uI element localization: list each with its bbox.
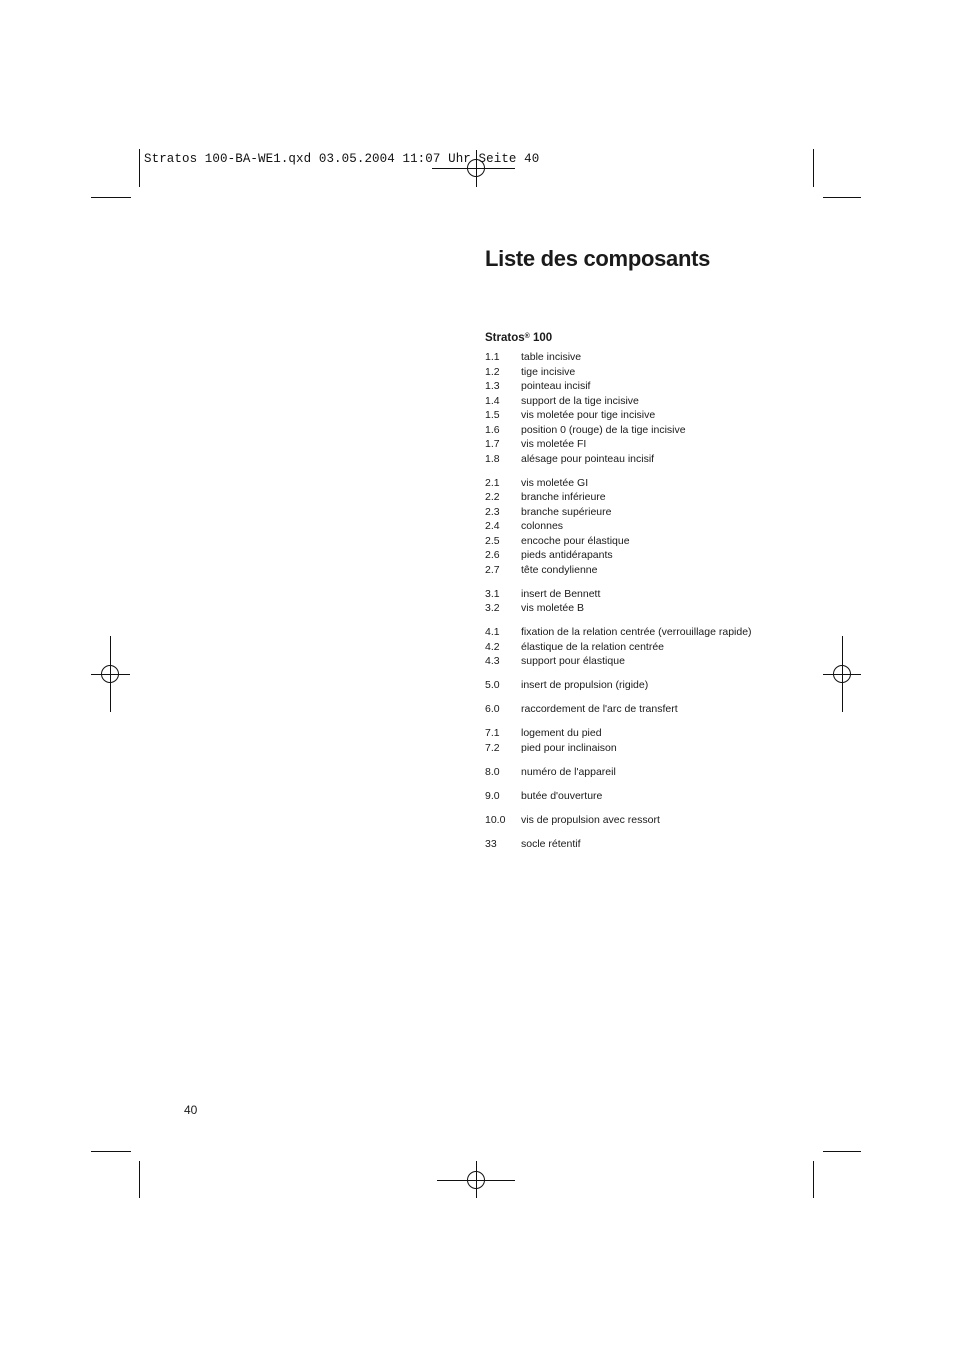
component-group [485, 765, 885, 780]
product-model: 100 [533, 332, 553, 344]
crop-mark-bottom-left-v [139, 1161, 140, 1198]
list-item [485, 726, 885, 741]
component-group [485, 350, 885, 466]
item-label: colonnes [521, 520, 564, 532]
item-number: 1.1 [485, 351, 500, 363]
list-item [485, 534, 885, 549]
item-label: branche inférieure [521, 491, 606, 503]
item-number: 1.8 [485, 452, 500, 465]
slug-uhr: Uhr [448, 152, 471, 166]
list-item [485, 350, 885, 365]
item-label: vis moletée pour tige incisive [521, 409, 656, 421]
item-number: 2.3 [485, 505, 500, 518]
item-number: 2.2 [485, 491, 500, 503]
item-number: 7.1 [485, 727, 500, 739]
item-label: raccordement de l'arc de transfert [521, 703, 678, 715]
list-item [485, 625, 885, 640]
list-item [485, 678, 885, 693]
item-label: numéro de l'appareil [521, 765, 616, 778]
component-group [485, 587, 885, 616]
item-number: 2.6 [485, 549, 500, 561]
list-item [485, 452, 885, 467]
crop-mark-bottom-right-v [813, 1161, 814, 1198]
product-heading [485, 332, 552, 344]
list-item [485, 476, 885, 491]
item-label: vis moletée B [521, 602, 585, 614]
list-item [485, 702, 885, 717]
item-number: 8.0 [485, 765, 500, 778]
component-group [485, 625, 885, 669]
item-label: table incisive [521, 351, 582, 363]
item-label: butée d'ouverture [521, 789, 603, 802]
item-label: pointeau incisif [521, 380, 591, 392]
item-number: 1.7 [485, 438, 500, 450]
item-label: vis moletée GI [521, 476, 589, 489]
list-item [485, 563, 885, 578]
list-item [485, 765, 885, 780]
registration-mark-top-circle [467, 159, 485, 177]
item-number: 6.0 [485, 703, 500, 715]
list-item [485, 837, 885, 852]
item-label: socle rétentif [521, 837, 581, 850]
item-number: 2.7 [485, 563, 500, 576]
item-number: 1.2 [485, 365, 500, 378]
item-number: 3.1 [485, 587, 500, 600]
item-number: 9.0 [485, 789, 500, 802]
list-item [485, 813, 885, 828]
item-number: 1.6 [485, 423, 500, 436]
list-item [485, 408, 885, 423]
registration-mark-bottom-circle [467, 1171, 485, 1189]
registration-mark-left-circle [101, 665, 119, 683]
item-number: 3.2 [485, 602, 500, 614]
item-number: 2.1 [485, 476, 500, 489]
list-item [485, 379, 885, 394]
item-label: alésage pour pointeau incisif [521, 452, 655, 465]
item-number: 4.3 [485, 655, 500, 667]
item-label: élastique de la relation centrée [521, 640, 665, 653]
component-group [485, 678, 885, 693]
item-label: tige incisive [521, 365, 576, 378]
slug-time: 11:07 [402, 152, 441, 166]
item-label: encoche pour élastique [521, 534, 630, 547]
component-group [485, 476, 885, 578]
slug-file: Stratos 100-BA-WE1.qxd [144, 152, 312, 166]
item-number: 1.3 [485, 380, 500, 392]
list-item [485, 640, 885, 655]
registered-mark: ® [524, 333, 530, 340]
item-number: 4.2 [485, 640, 500, 653]
crop-mark-bottom-left-h [91, 1151, 131, 1152]
crop-mark-top-left-v [139, 149, 140, 187]
component-group [485, 837, 885, 852]
item-label: vis de propulsion avec ressort [521, 813, 660, 826]
list-item [485, 365, 885, 380]
item-number: 4.1 [485, 626, 500, 638]
crop-mark-bottom-right-h [823, 1151, 861, 1152]
list-item [485, 490, 885, 505]
list-item [485, 789, 885, 804]
page-title: Liste des composants [485, 246, 711, 271]
item-number: 10.0 [485, 813, 506, 826]
item-label: logement du pied [521, 727, 602, 739]
item-label: position 0 (rouge) de la tige incisive [521, 423, 686, 436]
list-item [485, 587, 885, 602]
list-item [485, 394, 885, 409]
item-number: 1.5 [485, 409, 500, 421]
item-label: vis moletée FI [521, 438, 587, 450]
item-label: pieds antidérapants [521, 549, 613, 561]
component-group [485, 702, 885, 717]
component-list [485, 350, 885, 861]
item-label: insert de propulsion (rigide) [521, 679, 649, 691]
list-item [485, 505, 885, 520]
list-item [485, 437, 885, 452]
product-name: Stratos [485, 332, 525, 344]
list-item [485, 548, 885, 563]
item-label: support de la tige incisive [521, 394, 639, 407]
list-item [485, 654, 885, 669]
list-item [485, 601, 885, 616]
item-label: insert de Bennett [521, 587, 601, 600]
crop-mark-top-right-h [823, 197, 861, 198]
page-number: 40 [184, 1103, 198, 1117]
item-label: tête condylienne [521, 563, 598, 576]
component-group [485, 789, 885, 804]
item-label: fixation de la relation centrée (verrouillage rapide) [521, 626, 752, 638]
item-label: support pour élastique [521, 655, 625, 667]
item-number: 5.0 [485, 679, 500, 691]
list-item [485, 519, 885, 534]
slug-page: Seite 40 [478, 152, 540, 166]
item-number: 1.4 [485, 394, 500, 407]
slug-date: 03.05.2004 [318, 152, 395, 166]
item-label: pied pour inclinaison [521, 741, 617, 754]
item-number: 33 [485, 837, 497, 850]
list-item [485, 741, 885, 756]
item-number: 7.2 [485, 741, 500, 754]
item-number: 2.4 [485, 520, 500, 532]
crop-mark-top-left-h [91, 197, 131, 198]
list-item [485, 423, 885, 438]
crop-mark-top-right-v [813, 149, 814, 187]
component-group [485, 726, 885, 755]
component-group [485, 813, 885, 828]
item-number: 2.5 [485, 534, 500, 547]
item-label: branche supérieure [521, 505, 612, 518]
